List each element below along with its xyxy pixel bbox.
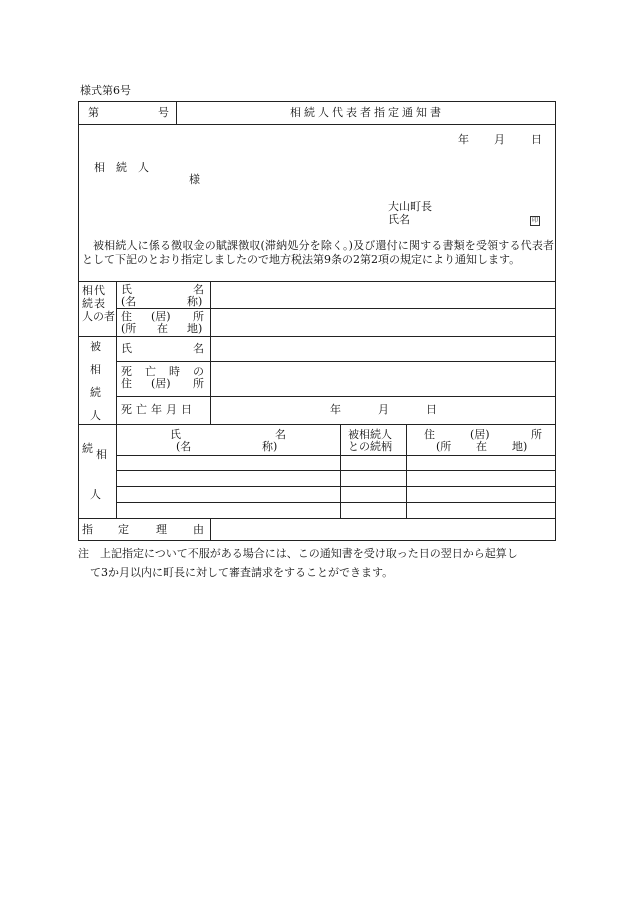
- heirs-row-divider-1: [116, 470, 556, 471]
- heirs-col-divider-1: [340, 424, 341, 518]
- heirs-col-relation-a: 被相続人: [348, 428, 392, 441]
- rep-bottom-divider: [78, 336, 556, 337]
- heirs-group-char-1: 続: [82, 442, 93, 455]
- death-addr-c: 時: [169, 365, 180, 378]
- heirs-group-char-3: 人: [90, 488, 101, 501]
- heirs-group-char-2: 相: [96, 448, 107, 461]
- rep-name-b: 名: [193, 283, 204, 296]
- death-addr-g: 所: [193, 377, 204, 390]
- deceased-row-divider-2: [116, 396, 556, 397]
- heirs-col-addr-f: 地): [512, 440, 528, 453]
- date-month: 月: [494, 133, 505, 146]
- date-day: 日: [531, 133, 542, 146]
- death-addr-f: (居): [151, 377, 171, 390]
- death-date-year: 年: [330, 403, 341, 416]
- death-date-label: 死亡年月日: [121, 403, 196, 416]
- number-prefix: 第: [88, 106, 99, 119]
- heirs-col-name-b: 名: [275, 428, 286, 441]
- death-date-day: 日: [426, 403, 437, 416]
- form-number-label: 様式第6号: [80, 84, 131, 97]
- heirs-col-addr-d: (所: [436, 440, 452, 453]
- document-title: 相続人代表者指定通知書: [290, 106, 444, 119]
- addressee-label: 相 続 人: [94, 161, 149, 174]
- header-col-divider: [176, 101, 177, 124]
- sender-title: 大山町長: [388, 200, 432, 213]
- body-divider: [78, 281, 556, 282]
- heirs-col-name-d: 称): [262, 440, 278, 453]
- deceased-group-char-4: 人: [90, 409, 101, 422]
- reason-label-d: 由: [193, 523, 204, 536]
- heirs-col-addr-a: 住: [424, 428, 435, 441]
- reason-label-b: 定: [118, 523, 129, 536]
- notice-body: 被相続人に係る徴収金の賦課徴収(滞納処分を除く。)及び還付に関する書類を受領する代表者として下記のとおり指定しましたので地方税法第9条の2第2項の規定により通知します。: [82, 239, 554, 266]
- rep-addr-e: 在: [157, 322, 168, 335]
- rep-addr-d: (所: [121, 322, 137, 335]
- death-addr-d: の: [193, 365, 204, 378]
- rep-name-d: 称): [187, 295, 203, 308]
- death-date-month: 月: [378, 403, 389, 416]
- deceased-group-char-1: 被: [90, 340, 101, 353]
- form-frame: [78, 101, 556, 541]
- death-addr-a: 死: [121, 365, 132, 378]
- deceased-bottom-divider: [78, 424, 556, 425]
- reason-label-a: 指: [82, 523, 93, 536]
- rep-group-line-2: 続表: [82, 297, 106, 310]
- heirs-col-addr-c: 所: [531, 428, 542, 441]
- group-col-divider: [116, 281, 117, 518]
- rep-addr-c: 所: [193, 310, 204, 323]
- heirs-col-divider-2: [406, 424, 407, 518]
- deceased-name-b: 名: [193, 342, 204, 355]
- footnote-line-1: 注 上記指定について不服がある場合には、この通知書を受け取った日の翌日から起算し: [78, 547, 518, 560]
- heirs-col-addr-b: (居): [470, 428, 490, 441]
- rep-name-a: 氏: [121, 283, 132, 296]
- heirs-bottom-divider: [78, 518, 556, 519]
- heirs-header-divider: [116, 455, 556, 456]
- header-divider: [78, 124, 556, 125]
- rep-group-line-3: 人の者: [82, 310, 115, 323]
- deceased-group-char-3: 続: [90, 386, 101, 399]
- heirs-col-name-c: (名: [176, 440, 192, 453]
- reason-label-c: 理: [156, 523, 167, 536]
- rep-addr-a: 住: [121, 310, 132, 323]
- deceased-group-char-2: 相: [90, 363, 101, 376]
- number-suffix: 号: [158, 106, 169, 119]
- addressee-honorific: 様: [189, 173, 200, 186]
- rep-addr-f: 地): [187, 322, 203, 335]
- sender-name-label: 氏名: [388, 213, 410, 226]
- rep-row-divider: [116, 308, 556, 309]
- deceased-name-a: 氏: [121, 342, 132, 355]
- date-year: 年: [458, 133, 469, 146]
- heirs-col-relation-b: との続柄: [348, 440, 392, 453]
- heirs-col-addr-e: 在: [476, 440, 487, 453]
- heirs-col-name-a: 氏: [170, 428, 181, 441]
- rep-addr-b: (居): [151, 310, 171, 323]
- rep-group-line-1: 相代: [82, 284, 106, 297]
- death-addr-b: 亡: [145, 365, 156, 378]
- death-addr-e: 住: [121, 377, 132, 390]
- heirs-row-divider-3: [116, 502, 556, 503]
- reason-col-divider: [210, 518, 211, 541]
- seal-mark: 印: [531, 217, 538, 224]
- deceased-row-divider-1: [116, 361, 556, 362]
- label-col-divider: [210, 281, 211, 424]
- footnote-line-2: て3か月以内に町長に対して審査請求をすることができます。: [90, 566, 394, 579]
- heirs-row-divider-2: [116, 486, 556, 487]
- rep-name-c: (名: [121, 295, 137, 308]
